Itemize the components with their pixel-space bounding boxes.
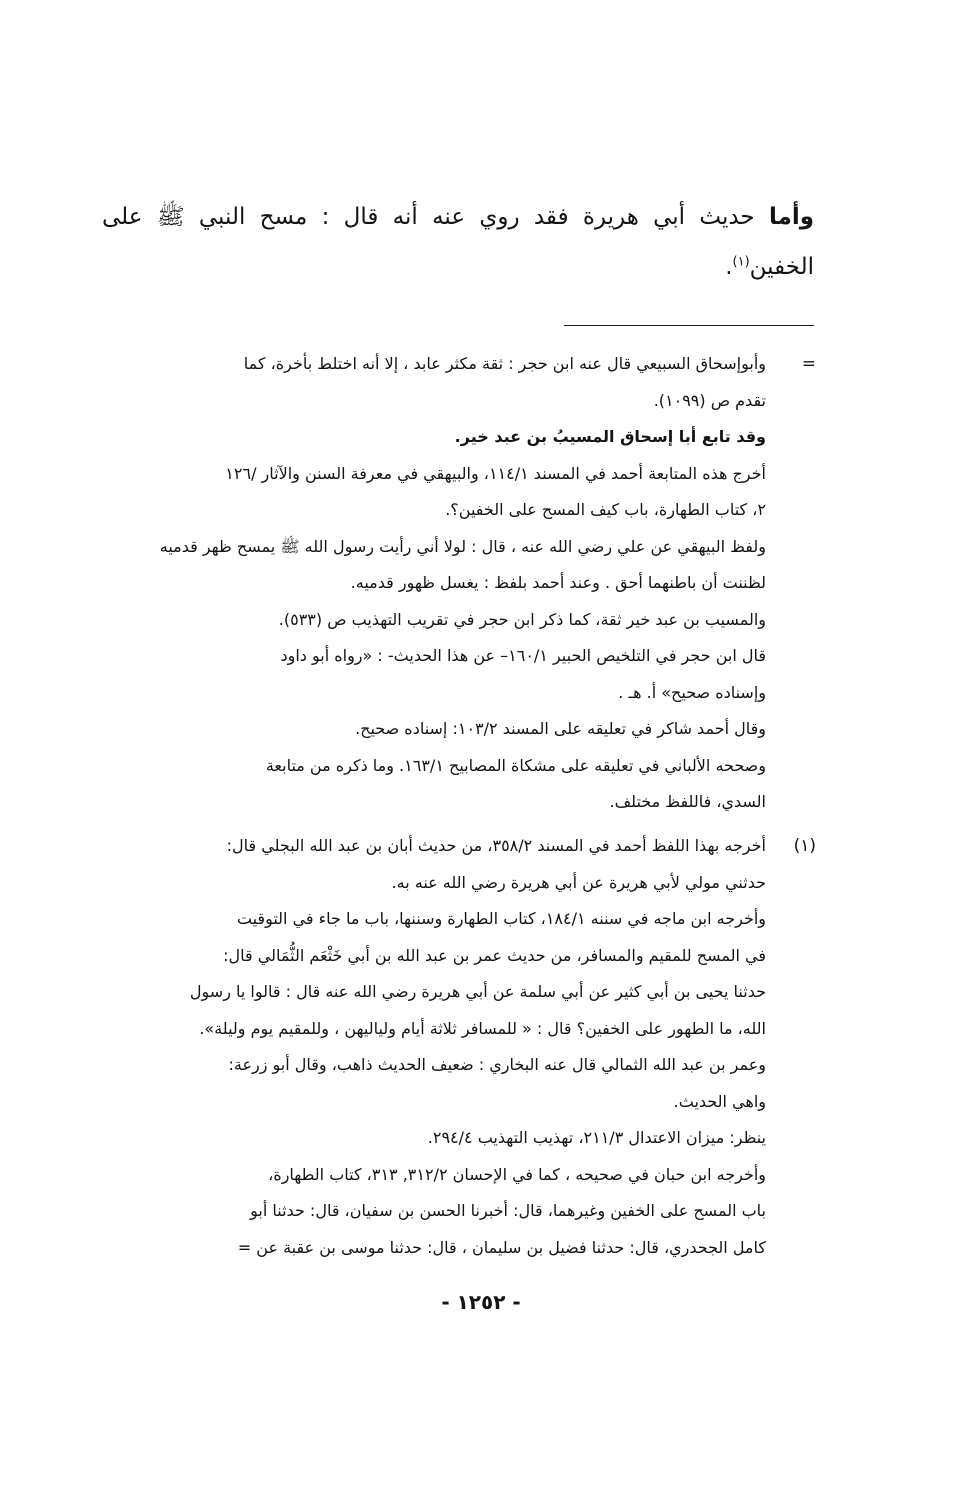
footnote-line-text: تقدم ص (١٠٩٩). [653,390,766,410]
footnote-line-text: السدي، فاللفظ مختلف. [609,792,766,811]
footnote-line-text: أخرج هذه المتابعة أحمد في المسند ١١٤/١، والبيهقي في معرفة السنن والآثار /١٢٦ [225,463,766,483]
footnote-line-text: باب المسح على الخفين وغيرهما، قال: أخبرنا الحسن بن سفيان، قال: حدثنا أبو [250,1201,766,1220]
page-number: - ١٢٥٢ - [441,1290,521,1314]
footnote-line [54,1120,814,1157]
footnote-line-text: وقال أحمد شاكر في تعليقه على المسند ١٠٣/٢: إسناده صحيح. [355,719,766,738]
footnote-line-text: وصححه الألباني في تعليقه على مشكاة المصابيح ١٦٣/١. وما ذكره من متابعة [265,755,766,775]
footnote-line-text: في المسح للمقيم والمسافر، من حديث عمر بن عبد الله بن أبي خَثْعَم الثُّمَالي قال: [223,945,766,965]
footnote-line [54,974,814,1011]
footnote-line [54,748,814,785]
footnote-line [54,346,814,383]
footnote-line [54,1193,814,1230]
footnote-line [54,711,814,748]
footnote-line-text: وعمر بن عبد الله الثمالي قال عنه البخاري : ضعيف الحديث ذاهب، وقال أبو زرعة: [228,1055,766,1074]
footnote-line-text: وأخرجه ابن ماجه في سننه ١٨٤/١، كتاب الطهارة وسننها، باب ما جاء في التوقيت [236,909,766,928]
main-lead-word: وأما [768,204,814,230]
footnote-line-text: كامل الجحدري، قال: حدثنا فضيل بن سليمان ، قال: حدثنا موسى بن عقبة عن [256,1237,766,1257]
footnote-line-text: ينظر: ميزان الاعتدال ٢١١/٣، تهذيب التهذيب ٢٩٤/٤. [427,1128,766,1147]
footnote-line [54,1047,814,1084]
footnote-line [54,675,814,712]
main-text-line-2: على الخفين [102,204,814,280]
main-text-line-1: حديث أبي هريرة فقد روي عنه أنه قال : مسح النبي ﷺ [156,204,755,230]
footnote-line [54,938,814,975]
footnote-line [54,419,814,456]
footnote-line [54,1084,814,1121]
footnote-line-text: والمسيب بن عبد خير ثقة، كما ذكر ابن حجر في تقريب التهذيب ص (٥٣٣). [278,609,766,629]
footnote-reference: (١) [732,254,750,270]
continuation-marker: = [801,354,816,374]
footnote-line-text: وقد تابع أبا إسحاق المسيبُ بن عبد خير. [454,427,766,446]
footnote-line [54,784,814,821]
footnote-line-text: حدثنا يحيى بن أبي كثير عن أبي سلمة عن أبي هريرة رضي الله عنه قال : قالوا يا رسول [189,982,766,1001]
footnote-separator [564,325,814,326]
footnote-line [54,865,814,902]
footnote-line [54,1011,814,1048]
footnote-line [54,565,814,602]
footnote-line [54,638,814,675]
main-text-end: . [725,254,733,280]
footnote-line-text: لظننت أن باطنهما أحق . وعند أحمد بلفظ : يغسل ظهور قدميه. [350,573,766,592]
footnote-line-text: قال ابن حجر في التلخيص الحبير ١٦٠/١– عن هذا الحديث- : «رواه أبو داود [280,646,766,665]
footnote-1 [54,828,814,1266]
footnote-line-text: وأبوإسحاق السبيعي قال عنه ابن حجر : ثقة مكثر عابد ، إلا أنه اختلط بأخرة، كما [243,354,766,373]
footnote-line-text: حدثني مولي لأبي هريرة عن أبي هريرة رضي الله عنه به. [391,872,766,892]
footnote-line-text: الله، ما الطهور على الخفين؟ قال : « للمسافر ثلاثة أيام ولياليهن ، وللمقيم يوم وليلة». [199,1018,766,1038]
footnote-line [54,456,814,493]
footnote-line [54,1230,814,1267]
footnote-line [54,383,814,420]
main-paragraph [102,192,814,292]
footnote-line [54,602,814,639]
footnote-line [54,529,814,566]
footnote-continued [54,346,814,821]
footnote-line [54,492,814,529]
footnote-line [54,828,814,865]
continues-marker: = [237,1237,252,1257]
footnote-line-text: ولفظ البيهقي عن علي رضي الله عنه ، قال : لولا أني رأيت رسول الله ﷺ يمسح ظهر قدميه [159,536,766,556]
footnote-line-text: وأخرجه ابن حبان في صحيحه ، كما في الإحسان ٣١٢/٢, ٣١٣، كتاب الطهارة، [268,1164,766,1184]
footnote-line-text: وإسناده صحيح» أ. هـ . [618,682,766,702]
footnote-line-text: أخرجه بهذا اللفظ أحمد في المسند ٣٥٨/٢، من حديث أبان بن عبد الله البجلي قال: [226,836,766,855]
footnote-line-text: واهي الحديث. [673,1091,766,1111]
footnote-line [54,1157,814,1194]
footnote-line-text: ٢، كتاب الطهارة، باب كيف المسح على الخفين؟. [445,500,766,519]
footnote-number: (١) [793,836,816,856]
footnote-line [54,901,814,938]
